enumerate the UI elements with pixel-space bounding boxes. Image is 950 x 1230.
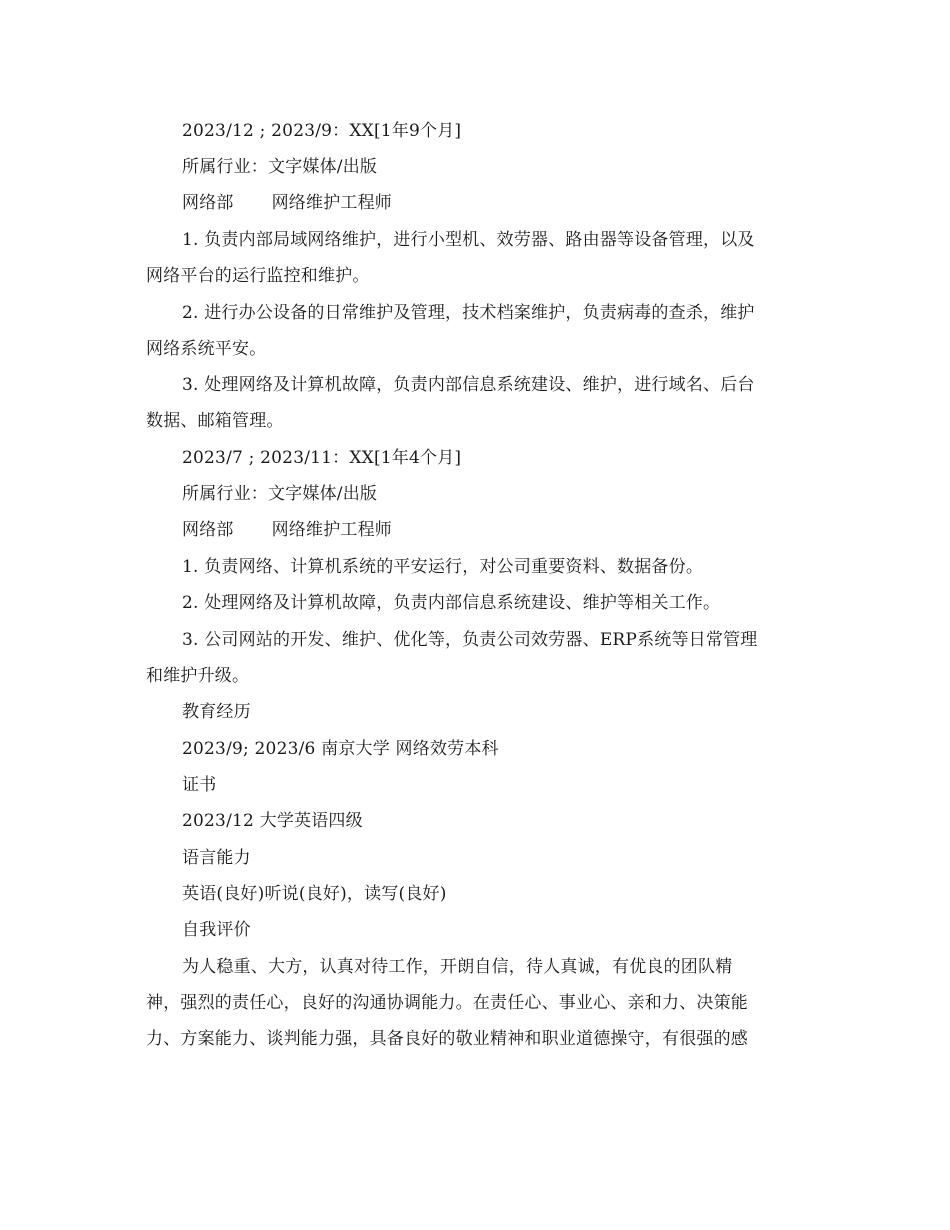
experience-2-period: 2023/7 ; 2023/11：XX[1年4个月] bbox=[182, 448, 462, 468]
experience-1-duty-3: 3. 处理网络及计算机故障，负责内部信息系统建设、维护，进行域名、后台 bbox=[182, 375, 755, 395]
experience-1-department: 网络部 bbox=[182, 193, 234, 213]
experience-2-industry: 所属行业：文字媒体/出版 bbox=[182, 484, 378, 504]
experience-1-role bbox=[182, 192, 392, 214]
education-entry: 2023/9; 2023/6 南京大学 网络效劳本科 bbox=[182, 739, 499, 759]
experience-1-position: 网络维护工程师 bbox=[271, 193, 393, 213]
language-entry: 英语(良好)听说(良好)，读写(良好) bbox=[182, 884, 447, 904]
self-evaluation-line-2: 神，强烈的责任心，良好的沟通协调能力。在责任心、事业心、亲和力、决策能 bbox=[146, 993, 748, 1013]
experience-2-duty-2: 2. 处理网络及计算机故障，负责内部信息系统建设、维护等相关工作。 bbox=[182, 593, 721, 613]
certificates-entry: 2023/12 大学英语四级 bbox=[182, 811, 363, 831]
language-heading: 语言能力 bbox=[182, 848, 251, 868]
self-evaluation-line-1: 为人稳重、大方，认真对待工作，开朗自信，待人真诚，有优良的团队精 bbox=[182, 957, 733, 977]
experience-1-duty-1: 1. 负责内部局域网络维护，进行小型机、效劳器、路由器等设备管理，以及 bbox=[182, 230, 755, 250]
experience-2-duty-1: 1. 负责网络、计算机系统的平安运行，对公司重要资料、数据备份。 bbox=[182, 557, 704, 577]
self-evaluation-heading: 自我评价 bbox=[182, 920, 251, 940]
experience-1-period: 2023/12 ; 2023/9：XX[1年9个月] bbox=[182, 121, 462, 141]
certificates-heading: 证书 bbox=[182, 775, 217, 795]
experience-2-role bbox=[182, 519, 392, 541]
experience-1-duty-2: 2. 进行办公设备的日常维护及管理，技术档案维护，负责病毒的查杀，维护 bbox=[182, 303, 755, 323]
experience-2-department: 网络部 bbox=[182, 520, 234, 540]
education-heading: 教育经历 bbox=[182, 702, 251, 722]
self-evaluation-line-3: 力、方案能力、谈判能力强，具备良好的敬业精神和职业道德操守，有很强的感 bbox=[146, 1029, 748, 1049]
experience-1-duty-3-cont: 数据、邮箱管理。 bbox=[146, 411, 284, 431]
experience-1-industry: 所属行业：文字媒体/出版 bbox=[182, 157, 378, 177]
experience-2-position: 网络维护工程师 bbox=[271, 520, 393, 540]
experience-1-duty-2-cont: 网络系统平安。 bbox=[146, 339, 267, 359]
experience-2-duty-3-cont: 和维护升级。 bbox=[146, 666, 250, 686]
experience-2-duty-3: 3. 公司网站的开发、维护、优化等，负责公司效劳器、ERP系统等日常管理 bbox=[182, 630, 758, 650]
experience-1-duty-1-cont: 网络平台的运行监控和维护。 bbox=[146, 266, 370, 286]
